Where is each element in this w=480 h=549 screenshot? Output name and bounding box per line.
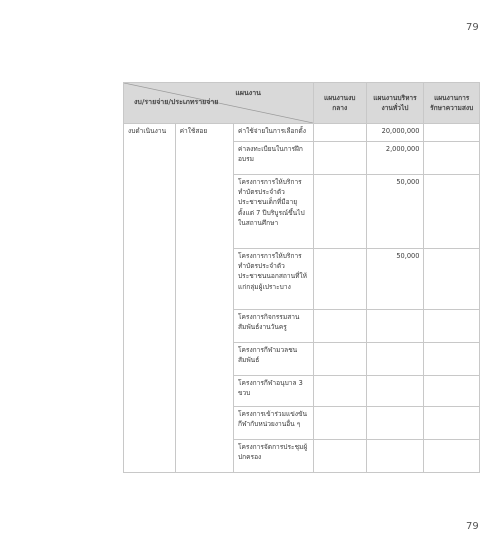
peace-cell xyxy=(424,142,480,175)
category-header-label: งบ/รายจ่าย/ประเภทรายจ่าย xyxy=(134,98,219,106)
peace-cell xyxy=(424,440,480,473)
general-cell xyxy=(366,407,424,440)
item-cell: ค่าใช้จ่ายในการเลือกตั้ง xyxy=(233,124,313,142)
peace-cell xyxy=(424,343,480,376)
central-cell xyxy=(313,440,366,473)
general-cell: 50,000 xyxy=(366,175,424,249)
item-cell: โครงการการให้บริการทำบัตรประจำตัวประชาชนเด็กที่มีอายุตั้งแต่ 7 ปีบริบูรณ์ขึ้นไปในสถานศึกษา xyxy=(233,175,313,249)
general-cell xyxy=(366,440,424,473)
central-cell xyxy=(313,407,366,440)
general-cell xyxy=(366,310,424,343)
peace-cell xyxy=(424,175,480,249)
central-cell xyxy=(313,175,366,249)
item-cell: โครงการกีฬามวลชนสัมพันธ์ xyxy=(233,343,313,376)
central-cell xyxy=(313,376,366,407)
item-cell: โครงการกีฬาอนุบาล 3 ขวบ xyxy=(233,376,313,407)
plan-header-label: แผนงาน xyxy=(235,89,261,97)
column-header-central: แผนงานงบกลาง xyxy=(313,83,366,124)
table-row xyxy=(124,124,480,142)
item-cell: โครงการกิจกรรมสานสัมพันธ์งานวันครู xyxy=(233,310,313,343)
page-number-bottom: 79 xyxy=(466,521,479,532)
peace-cell xyxy=(424,249,480,310)
column-header-peace: แผนงานการรักษาความสงบ xyxy=(424,83,480,124)
general-cell: 2,000,000 xyxy=(366,142,424,175)
budget-table xyxy=(123,82,480,473)
central-cell xyxy=(313,310,366,343)
general-cell: 50,000 xyxy=(366,249,424,310)
central-cell xyxy=(313,124,366,142)
peace-cell xyxy=(424,124,480,142)
item-cell: โครงการการให้บริการทำบัตรประจำตัวประชาชนนอกสถานที่ให้แก่กลุ่มผู้เปราะบาง xyxy=(233,249,313,310)
budget-type-cell: งบดำเนินงาน xyxy=(124,124,176,473)
central-cell xyxy=(313,343,366,376)
item-cell: โครงการจัดการประชุมผู้ปกครอง xyxy=(233,440,313,473)
item-cell: ค่าลงทะเบียนในการฝึกอบรม xyxy=(233,142,313,175)
central-cell xyxy=(313,142,366,175)
central-cell xyxy=(313,249,366,310)
page-number-top: 79 xyxy=(466,22,479,33)
header-corner-cell xyxy=(124,83,314,124)
general-cell: 20,000,000 xyxy=(366,124,424,142)
expense-type-cell: ค่าใช้สอย xyxy=(175,124,233,473)
general-cell xyxy=(366,376,424,407)
peace-cell xyxy=(424,407,480,440)
item-cell: โครงการเข้าร่วมแข่งขันกีฬากับหน่วยงานอื่น ๆ xyxy=(233,407,313,440)
peace-cell xyxy=(424,310,480,343)
table-header-row xyxy=(124,83,480,124)
general-cell xyxy=(366,343,424,376)
peace-cell xyxy=(424,376,480,407)
column-header-general: แผนงานบริหารงานทั่วไป xyxy=(366,83,424,124)
